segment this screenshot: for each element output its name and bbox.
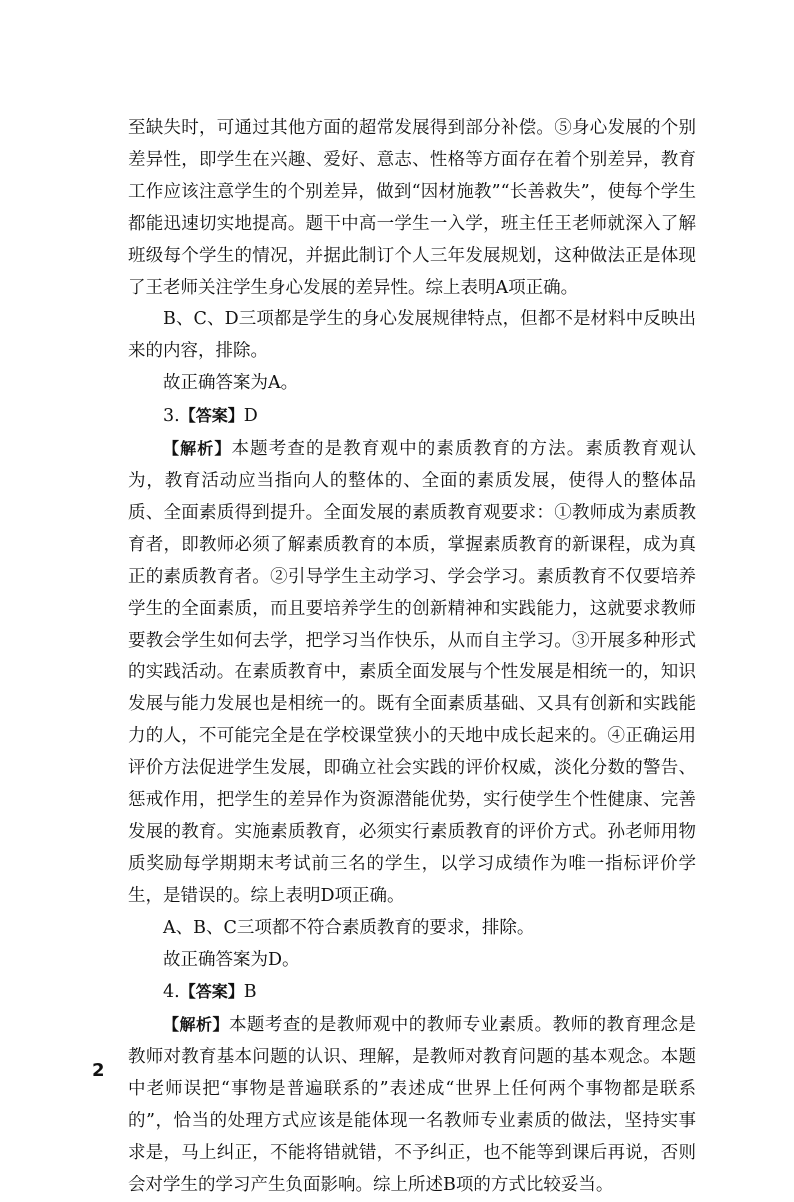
paragraph-q2-conclusion: 故正确答案为A。 xyxy=(163,373,299,394)
paragraph-q2-analysis-continued: 至缺失时，可通过其他方面的超常发展得到部分补偿。⑤身心发展的个别差异性，即学生在兴趣、爱好、意志、性格等方面存在着个别差异，教育工作应该注意学生的个别差异，做到“因材施教”“长善救失”，使每个学生都能迅速切实地提高。题干中高一学生一入学，班主任王老师就深入了解班级每个学生的情况，并据此制订个人三年发展规划，这种做法正是体现了王老师关注学生身心发展的差异性。综上表明A项正确。 xyxy=(128,118,696,298)
q3-number: 3. xyxy=(163,406,180,427)
q4-answer-tag: 【答案】 xyxy=(179,982,244,1002)
q4-analysis xyxy=(128,1009,696,1201)
q4-number: 4. xyxy=(163,982,180,1003)
q3-answer-value: D xyxy=(243,406,258,427)
page-number: 2 xyxy=(92,1060,105,1081)
paragraph-q2-exclude: B、C、D三项都是学生的身心发展规律特点，但都不是材料中反映出来的内容，排除。 xyxy=(128,309,696,362)
q4-answer-line xyxy=(128,976,696,1009)
q4-answer-value: B xyxy=(243,982,257,1003)
q3-answer-line xyxy=(128,400,696,433)
q3-analysis-text: 本题考查的是教育观中的素质教育的方法。素质教育观认为，教育活动应当指向人的整体的、全面的素质发展，使得人的整体品质、全面素质得到提升。全面发展的素质教育观要求：①教师成为素质教育者，即教师必须了解素质教育的本质，掌握素质教育的新课程，成为真正的素质教育者。②引导学生主动学习、学会学习。素质教育不仅要培养学生的全面素质，而且要培养学生的创新精神和实践能力，这就要求教师要教会学生如何去学，把学习当作快乐，从而自主学习。③开展多种形式的实践活动。在素质教育中，素质全面发展与个性发展是相统一的，知识发展与能力发展也是相统一的。既有全面素质基础、又具有创新和实践能力的人，不可能完全是在学校课堂狭小的天地中成长起来的。④正确运用评价方法促进学生发展，即确立社会实践的评价权威，淡化分数的警告、惩戒作用，把学生的差异作为资源潜能优势，实行使学生个性健康、完善发展的教育。实施素质教育，必须实行素质教育的评价方式。孙老师用物质奖励每学期期末考试前三名的学生，以学习成绩作为唯一指标评价学生，是错误的。综上表明D项正确。 xyxy=(128,439,696,906)
q3-exclude: A、B、C三项都不符合素质教育的要求，排除。 xyxy=(163,917,535,938)
q3-conclusion: 故正确答案为D。 xyxy=(163,949,300,970)
q3-analysis-tag: 【解析】 xyxy=(163,439,232,459)
q3-analysis xyxy=(128,433,696,913)
q4-analysis-text: 本题考查的是教师观中的教师专业素质。教师的教育理念是教师对教育基本问题的认识、理解，是教师对教育问题的基本观念。本题中老师误把“事物是普遍联系的”表述成“世界上任何两个事物都是联系的”，恰当的处理方式应该是能体现一名教师专业素质的做法，坚持实事求是，马上纠正，不能将错就错，不予纠正，也不能等到课后再说，否则会对学生的学习产生负面影响。综上所述B项的方式比较妥当。 xyxy=(128,1015,696,1195)
q4-analysis-tag: 【解析】 xyxy=(163,1015,229,1035)
q3-answer-tag: 【答案】 xyxy=(179,406,244,426)
answer-explanation-text xyxy=(128,113,696,1202)
